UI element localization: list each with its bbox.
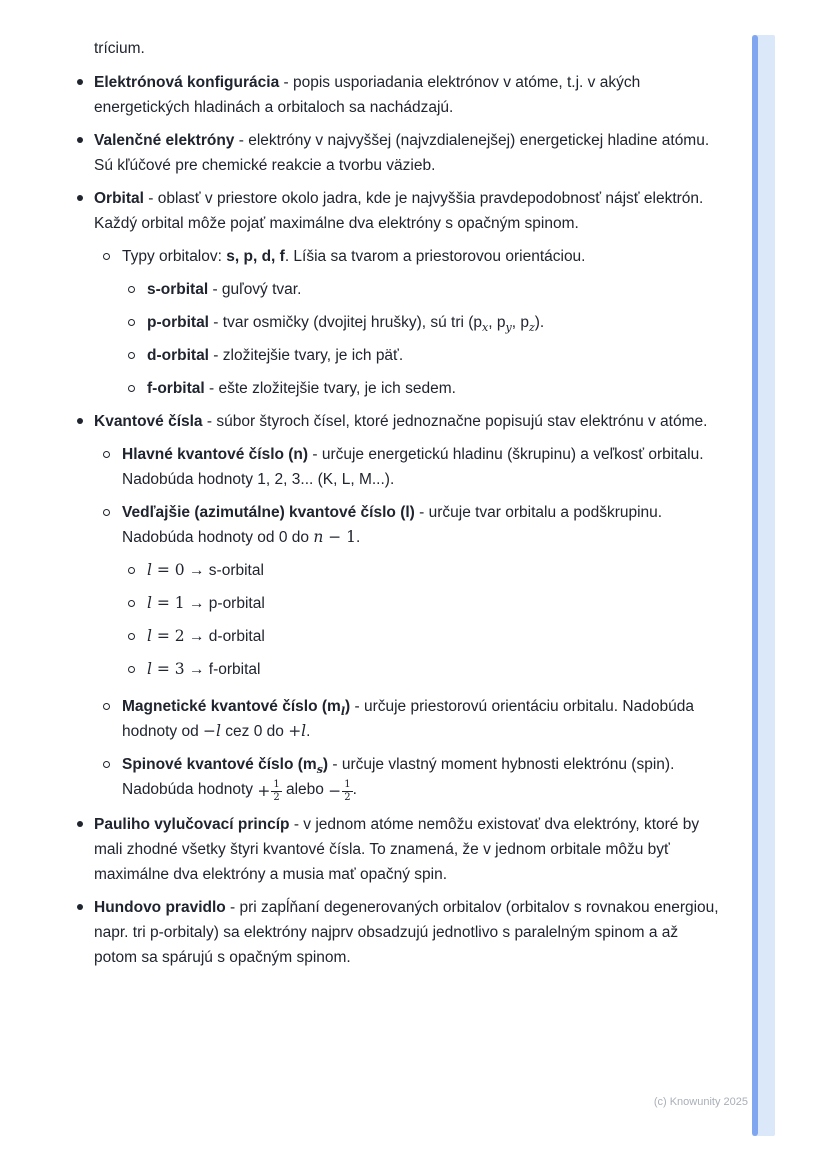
circle-bullet-icon xyxy=(128,343,147,368)
text-segment: - určuje priestorovú orientáciu orbitalu. Nadobúda hodnoty od xyxy=(122,698,694,740)
circle-bullet-icon xyxy=(128,591,147,616)
text-segment: Hlavné kvantové číslo (n) xyxy=(122,446,309,463)
list-item xyxy=(75,812,723,887)
list-item xyxy=(103,442,723,492)
text-segment: - elektróny v najvyššej (najvzdialenejšej) energetickej hladine atómu. Sú kľúčové pre chemické reakcie a tvorbu väzieb. xyxy=(94,132,710,174)
text-segment: - určuje vlastný moment hybnosti elektrónu (spin). Nadobúda hodnoty xyxy=(122,756,675,798)
text-segment: - pri zapĺňaní degenerovaných orbitalov (orbitalov s rovnakou energiou, napr. tri p-orbitaly) sa elektróny najprv obsadzujú jednotlivo s paralelným spinom a až potom sa spárujú s opačným spinom. xyxy=(94,899,719,966)
list-item-text xyxy=(122,442,723,492)
list-item-text xyxy=(147,558,723,583)
list-item-text xyxy=(94,70,723,120)
text-segment: p-orbital xyxy=(147,314,209,331)
list-item-text xyxy=(147,343,723,368)
list-item-text xyxy=(147,277,723,302)
list-item-text xyxy=(122,244,723,269)
text-segment: = 0 xyxy=(151,561,185,579)
text-segment: alebo xyxy=(281,781,329,798)
circle-bullet-icon xyxy=(128,657,147,682)
text-segment: l xyxy=(147,627,152,645)
text-segment: Magnetické kvantové číslo (m xyxy=(122,698,341,715)
text-segment: → p-orbital xyxy=(184,595,265,612)
text-segment: - súbor štyroch čísel, ktoré jednoznačne popisujú stav elektrónu v atóme. xyxy=(202,413,708,430)
circle-bullet-icon xyxy=(128,624,147,649)
text-segment: - guľový tvar. xyxy=(208,281,302,298)
text-segment: , p xyxy=(511,314,529,331)
text-segment: → f-orbital xyxy=(184,661,261,678)
list-item-text xyxy=(147,624,723,649)
text-segment: cez 0 do xyxy=(220,723,289,740)
list-item-text xyxy=(122,752,723,804)
notes-list xyxy=(75,70,723,970)
list-item-text xyxy=(147,591,723,616)
list-item-text xyxy=(122,500,723,550)
text-segment: ) xyxy=(322,756,329,773)
list-item xyxy=(75,186,723,236)
text-segment: −l xyxy=(203,722,221,740)
list-item xyxy=(75,70,723,120)
list-item xyxy=(128,277,723,302)
text-segment: Pauliho vylučovací princíp xyxy=(94,816,290,833)
text-segment: . xyxy=(306,723,311,740)
text-segment: Elektrónová konfigurácia xyxy=(94,74,280,91)
list-item xyxy=(103,500,723,550)
circle-bullet-icon xyxy=(128,558,147,583)
text-segment: = 3 xyxy=(151,660,185,678)
list-item-text xyxy=(147,657,723,682)
circle-bullet-icon xyxy=(103,442,122,492)
text-segment: y xyxy=(505,321,512,335)
text-segment: . xyxy=(356,529,361,546)
text-segment: f-orbital xyxy=(147,380,205,397)
text-segment: - oblasť v priestore okolo jadra, kde je najvyššia pravdepodobnosť nájsť elektrón. Každý orbital môže pojať maximálne dva elektróny s opačným spinom. xyxy=(94,190,704,232)
list-item xyxy=(128,310,723,335)
disc-bullet-icon xyxy=(75,186,94,236)
disc-bullet-icon xyxy=(75,128,94,178)
disc-bullet-icon xyxy=(75,70,94,120)
text-segment: - určuje tvar orbitalu a podškrupinu. Nadobúda hodnoty od 0 do xyxy=(122,504,663,546)
list-item xyxy=(128,343,723,368)
text-segment: Vedľajšie (azimutálne) kvantové číslo (l) xyxy=(122,504,415,521)
disc-bullet-icon xyxy=(75,409,94,434)
circle-bullet-icon xyxy=(128,310,147,335)
list-item-text xyxy=(94,128,723,178)
fraction: + $\frac{1}{2}$ xyxy=(257,778,280,803)
text-segment: s-orbital xyxy=(147,281,209,298)
list-item-text xyxy=(94,186,723,236)
circle-bullet-icon xyxy=(103,500,122,550)
text-segment: d-orbital xyxy=(147,347,209,364)
scrollbar-thumb[interactable] xyxy=(752,35,758,1136)
text-segment: = 1 xyxy=(151,594,185,612)
text-segment: Orbital xyxy=(94,190,144,207)
list-item xyxy=(75,128,723,178)
list-item xyxy=(75,409,723,434)
disc-bullet-icon xyxy=(75,895,94,970)
text-segment: ). xyxy=(534,314,545,331)
text-segment: - zložitejšie tvary, je ich päť. xyxy=(209,347,404,364)
list-item xyxy=(128,624,723,649)
text-segment: - určuje energetickú hladinu (škrupinu) a veľkosť orbitalu. Nadobúda hodnoty 1, 2, 3... (K, L, M...). xyxy=(122,446,704,488)
copyright-text: (c) Knowunity 2025 xyxy=(653,1096,748,1108)
text-segment: , p xyxy=(488,314,506,331)
list-item-text xyxy=(94,409,723,434)
list-item-text xyxy=(147,310,723,335)
text-segment: Hundovo pravidlo xyxy=(94,899,226,916)
text-segment: s xyxy=(316,763,323,777)
circle-bullet-icon xyxy=(128,376,147,401)
text-segment: Kvantové čísla xyxy=(94,413,203,430)
list-item-text xyxy=(94,812,723,887)
text-segment: Typy orbitalov: xyxy=(122,248,227,265)
text-segment: → d-orbital xyxy=(184,628,265,645)
text-segment: - ešte zložitejšie tvary, je ich sedem. xyxy=(204,380,456,397)
text-segment: - tvar osmičky (dvojitej hrušky), sú tri (p xyxy=(209,314,483,331)
text-segment: - popis usporiadania elektrónov v atóme, t.j. v akých energetických hladinách a orbitaloch sa nachádzajú. xyxy=(94,74,641,116)
text-segment: Valenčné elektróny xyxy=(94,132,235,149)
list-item xyxy=(103,752,723,804)
text-segment: - v jednom atóme nemôžu existovať dva elektróny, ktoré by mali zhodné všetky štyri kvantové čísla. To znamená, že v jednom orbitale môžu byť maximálne dva elektróny a musia mať opačný spin. xyxy=(94,816,700,883)
list-item xyxy=(75,895,723,970)
text-segment: l xyxy=(340,705,345,719)
text-segment: Spinové kvantové číslo (m xyxy=(122,756,317,773)
list-item-text xyxy=(122,694,723,744)
list-item xyxy=(128,376,723,401)
text-segment: → s-orbital xyxy=(184,562,264,579)
text-segment: − 1 xyxy=(323,528,357,546)
text-segment: +l xyxy=(288,722,307,740)
text-segment: l xyxy=(147,561,152,579)
text-segment: = 2 xyxy=(151,627,185,645)
list-item xyxy=(128,591,723,616)
text-segment: . Líšia sa tvarom a priestorovou orientáciou. xyxy=(284,248,586,265)
intro-text: trícium. xyxy=(94,40,145,57)
text-segment: s, p, d, f xyxy=(226,248,285,265)
text-segment: l xyxy=(147,594,152,612)
list-item xyxy=(128,558,723,583)
circle-bullet-icon xyxy=(128,277,147,302)
list-item xyxy=(128,657,723,682)
text-segment: ) xyxy=(345,698,351,715)
list-item xyxy=(103,694,723,744)
circle-bullet-icon xyxy=(103,694,122,744)
scrollbar-track[interactable] xyxy=(752,35,775,1136)
list-item-text xyxy=(94,895,723,970)
text-segment: l xyxy=(147,660,152,678)
circle-bullet-icon xyxy=(103,752,122,804)
circle-bullet-icon xyxy=(103,244,122,269)
text-segment: n xyxy=(313,528,324,546)
text-segment: x xyxy=(482,321,489,335)
notes-document xyxy=(75,36,723,978)
fraction: − $\frac{1}{2}$ xyxy=(328,778,351,803)
text-segment: . xyxy=(352,781,357,798)
list-item-text xyxy=(147,376,723,401)
list-item xyxy=(103,244,723,269)
disc-bullet-icon xyxy=(75,812,94,887)
text-segment: z xyxy=(528,321,535,335)
